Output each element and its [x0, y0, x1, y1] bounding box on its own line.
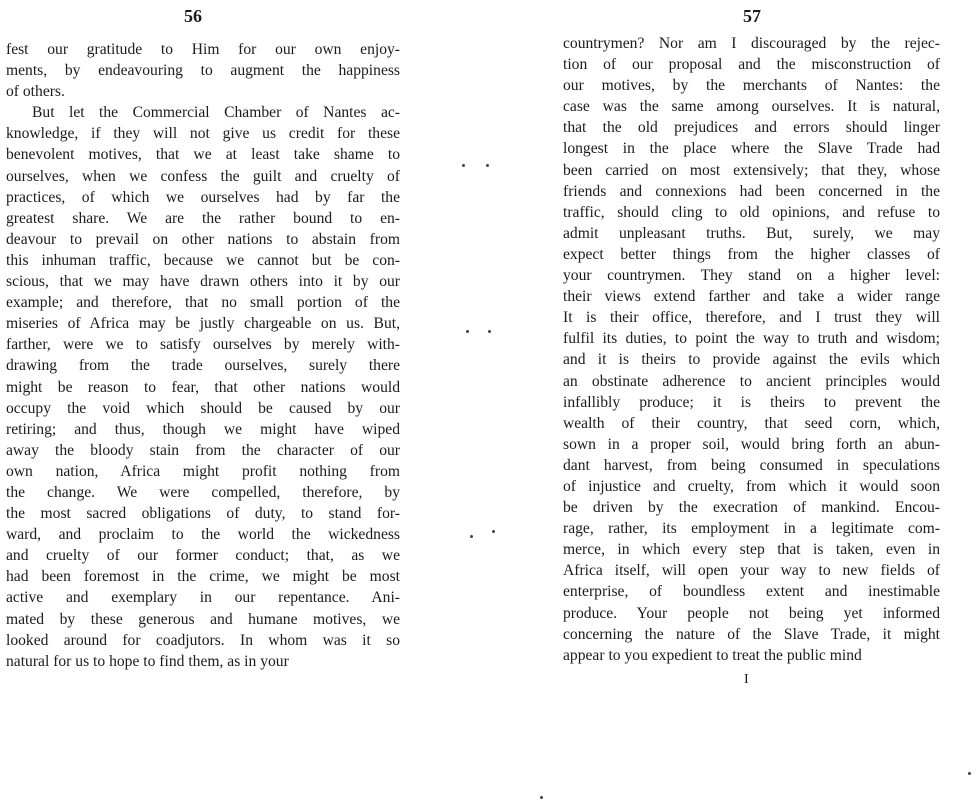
text-line: infallibly produce; it is theirs to prevent the: [563, 393, 940, 411]
text-line: an obstinate adherence to ancient principles would: [563, 372, 940, 390]
gutter-speck: [492, 530, 495, 533]
text-line: mated by these generous and humane motives, we: [6, 610, 400, 628]
text-line: traffic, should cling to old opinions, and refuse to: [563, 203, 940, 221]
text-line: concerning the nature of the Slave Trade, it might: [563, 625, 940, 643]
text-line: of others.: [6, 83, 65, 101]
gutter-speck: [968, 772, 971, 775]
text-line: active and exemplary in our repentance. Ani-: [6, 589, 400, 607]
text-line: own nation, Africa might profit nothing from: [6, 462, 400, 480]
text-line: But let the Commercial Chamber of Nantes ac-: [32, 104, 400, 122]
text-line: your countrymen. They stand on a higher level:: [563, 267, 940, 285]
text-line: fest our gratitude to Him for our own enjoy-: [6, 41, 400, 58]
text-line: had been foremost in the crime, we might be most: [6, 568, 400, 586]
text-line: case was the same among ourselves. It is natural,: [563, 98, 940, 116]
text-line: of injustice and cruelty, from which it would soon: [563, 477, 940, 495]
page-number-right: 57: [743, 6, 761, 26]
text-line: countrymen? Nor am I discouraged by the rejec-: [563, 35, 940, 52]
text-line: rage, rather, its employment in a legitimate com-: [563, 520, 940, 538]
text-line: this inhuman traffic, because we cannot but be con-: [6, 251, 400, 269]
text-line: be driven by the execration of mankind. Encou-: [563, 499, 940, 517]
text-line: ward, and proclaim to the world the wickedness: [6, 526, 400, 544]
text-line: looked around for coadjutors. In whom was it so: [6, 631, 400, 649]
text-line: and it is theirs to provide against the evils which: [563, 351, 940, 369]
text-line: natural for us to hope to find them, as in your: [6, 652, 289, 670]
text-line: scious, that we may have drawn others into it by our: [6, 273, 400, 291]
text-line: their views extend farther and take a wider range: [563, 288, 940, 306]
text-line: drawing from the trade ourselves, surely there: [6, 357, 400, 375]
text-line: retiring; and thus, though we might have wiped: [6, 420, 400, 438]
text-line: produce. Your people not being yet informed: [563, 604, 940, 622]
signature-mark: I: [744, 672, 749, 687]
left-page-text: [6, 39, 400, 672]
text-line: longest in the place where the Slave Trade had: [563, 140, 940, 158]
text-line: friends and connexions had been concerned in the: [563, 182, 940, 200]
text-line: practices, of which we ourselves had by far the: [6, 188, 400, 206]
text-line: fulfil its duties, to point the way to truth and wisdom;: [563, 330, 940, 348]
text-line: miseries of Africa may be justly chargeable on us. But,: [6, 315, 400, 333]
text-line: our motives, by the merchants of Nantes: the: [563, 77, 940, 95]
text-line: farther, were we to satisfy ourselves by merely with-: [6, 336, 400, 354]
right-page-text: [563, 33, 940, 666]
text-line: been carried on most extensively; that they, whose: [563, 161, 940, 179]
text-line: and cruelty of our former conduct; that, as we: [6, 547, 400, 565]
text-line: merce, in which every step that is taken, even in: [563, 541, 940, 559]
text-line: appear to you expedient to treat the public mind: [563, 646, 862, 664]
text-line: occupy the void which should be caused by our: [6, 399, 400, 417]
text-line: might be reason to fear, that other nations would: [6, 378, 400, 396]
gutter-speck: [462, 164, 465, 167]
text-line: benevolent motives, that we at least take shame to: [6, 146, 400, 164]
text-line: example; and therefore, that no small portion of the: [6, 294, 400, 312]
text-line: away the bloody stain from the character of our: [6, 441, 400, 459]
text-line: enterprise, of boundless extent and inestimable: [563, 583, 940, 601]
text-line: greatest share. We are the rather bound to en-: [6, 209, 400, 227]
gutter-speck: [486, 164, 489, 167]
text-line: the change. We were compelled, therefore, by: [6, 483, 400, 501]
page-number-left: 56: [184, 6, 202, 26]
gutter-speck: [470, 535, 473, 538]
text-line: knowledge, if they will not give us credit for these: [6, 125, 400, 143]
text-line: sown in a proper soil, would bring forth an abun-: [563, 435, 940, 453]
gutter-speck: [488, 330, 491, 333]
text-line: that the old prejudices and errors should linger: [563, 119, 940, 137]
text-line: admit unpleasant truths. But, surely, we may: [563, 224, 940, 242]
gutter-speck: [540, 796, 543, 799]
gutter-speck: [466, 330, 469, 333]
text-line: Africa itself, will open your way to new fields of: [563, 562, 940, 580]
text-line: expect better things from the higher classes of: [563, 245, 940, 263]
text-line: It is their office, therefore, and I trust they will: [563, 309, 940, 327]
text-line: the most sacred obligations of duty, to stand for-: [6, 505, 400, 523]
text-line: deavour to prevail on other nations to abstain from: [6, 230, 400, 248]
text-line: tion of our proposal and the misconstruction of: [563, 56, 940, 74]
text-line: ourselves, when we confess the guilt and cruelty of: [6, 167, 400, 185]
text-line: dant harvest, from being consumed in speculations: [563, 456, 940, 474]
text-line: ments, by endeavouring to augment the happiness: [6, 62, 400, 80]
text-line: wealth of their country, that seed corn, which,: [563, 414, 940, 432]
left-page: [0, 0, 400, 804]
right-page: [560, 0, 940, 804]
